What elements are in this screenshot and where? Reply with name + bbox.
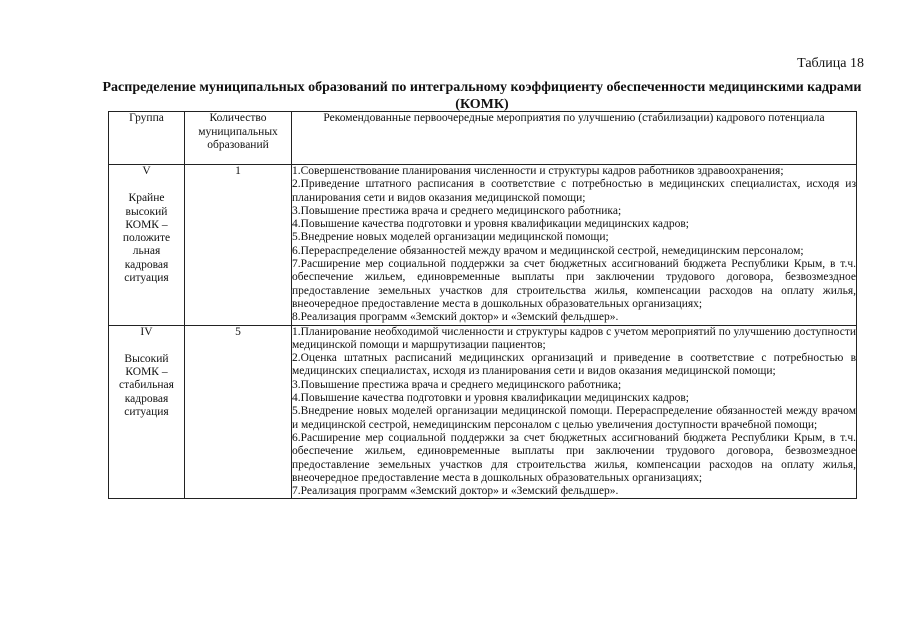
group-number: V bbox=[142, 165, 151, 177]
header-measures: Рекомендованные первоочередные мероприятия по улучшению (стабилизации) кадрового потенциала bbox=[292, 112, 857, 165]
measure-item: 1.Планирование необходимой численности и структуры кадров с учетом мероприятий по улучшению доступности медицинской помощи и маршрутизации пациентов; bbox=[292, 325, 856, 351]
measure-item: 5.Внедрение новых моделей организации медицинской помощи. Перераспределение обязанностей между врачом и медицинской сестрой, немедицинским персоналом с целью увеличения доступности врачебной помощи; bbox=[292, 405, 856, 431]
group-description: Крайне высокий КОМК – положите льная кадровая ситуация bbox=[122, 192, 171, 285]
municipality-count: 5 bbox=[185, 325, 292, 499]
komk-distribution-table bbox=[108, 111, 857, 499]
group-cell bbox=[109, 165, 185, 326]
measure-item: 5.Внедрение новых моделей организации медицинской помощи; bbox=[292, 231, 609, 244]
measure-item: 1.Совершенствование планирования численности и структуры кадров работников здравоохранения; bbox=[292, 165, 784, 177]
measure-item: 6.Расширение мер социальной поддержки за счет бюджетных ассигнований бюджета Республики Крым, в т.ч. обеспечение жильем, единовременные выплаты при заключении трудового договора, безвозмездное предоставление земельных участков для строительства жилья, компенсации расходов на оплату жилья, внеочередное предоставление места в дошкольных образовательных организациях; bbox=[292, 431, 856, 484]
municipality-count: 1 bbox=[185, 165, 292, 326]
group-number: IV bbox=[140, 325, 153, 338]
measure-item: 7.Расширение мер социальной поддержки за счет бюджетных ассигнований бюджета Республики Крым, в т.ч. обеспечение жильем, единовременные выплаты при заключении трудового договора, безвозмездное предоставление земельных участков для строительства жилья, компенсации расходов на оплату жилья, внеочередное предоставление места в дошкольных образовательных организациях; bbox=[292, 258, 856, 310]
group-cell bbox=[109, 325, 185, 499]
measure-item: 3.Повышение престижа врача и среднего медицинского работника; bbox=[292, 204, 622, 217]
header-group: Группа bbox=[109, 112, 185, 165]
table-row bbox=[109, 165, 857, 326]
measure-item: 4.Повышение качества подготовки и уровня квалификации медицинских кадров; bbox=[292, 218, 689, 231]
header-count: Количество муниципальных образований bbox=[185, 112, 292, 165]
table-header-row bbox=[109, 112, 857, 165]
measure-item: 6.Перераспределение обязанностей между врачом и медицинской сестрой, немедицинским персоналом; bbox=[292, 244, 804, 257]
table-row bbox=[109, 325, 857, 499]
measure-item: 3.Повышение престижа врача и среднего медицинского работника; bbox=[292, 378, 622, 391]
measure-item: 2.Приведение штатного расписания в соответствие с потребностью в медицинских специалистах, исходя из планирования сети и видов оказания медицинской помощи; bbox=[292, 178, 856, 204]
table-number-label: Таблица 18 bbox=[797, 56, 864, 71]
measures-cell bbox=[292, 325, 857, 499]
measure-item: 4.Повышение качества подготовки и уровня квалификации медицинских кадров; bbox=[292, 392, 689, 405]
measure-item: 8.Реализация программ «Земский доктор» и «Земский фельдшер». bbox=[292, 311, 619, 324]
measure-item: 2.Оценка штатных расписаний медицинских организаций и приведение в соответствие с потребностью в медицинских специалистах, исходя из планирования сети и видов оказания медицинской помощи; bbox=[292, 352, 856, 378]
measure-item: 7.Реализация программ «Земский доктор» и «Земский фельдшер». bbox=[292, 485, 619, 498]
group-description: Высокий КОМК – стабильная кадровая ситуация bbox=[119, 352, 174, 419]
document-title: Распределение муниципальных образований по интегральному коэффициенту обеспеченности медицинскими кадрами (КОМК) bbox=[102, 80, 862, 112]
measures-cell bbox=[292, 165, 857, 326]
